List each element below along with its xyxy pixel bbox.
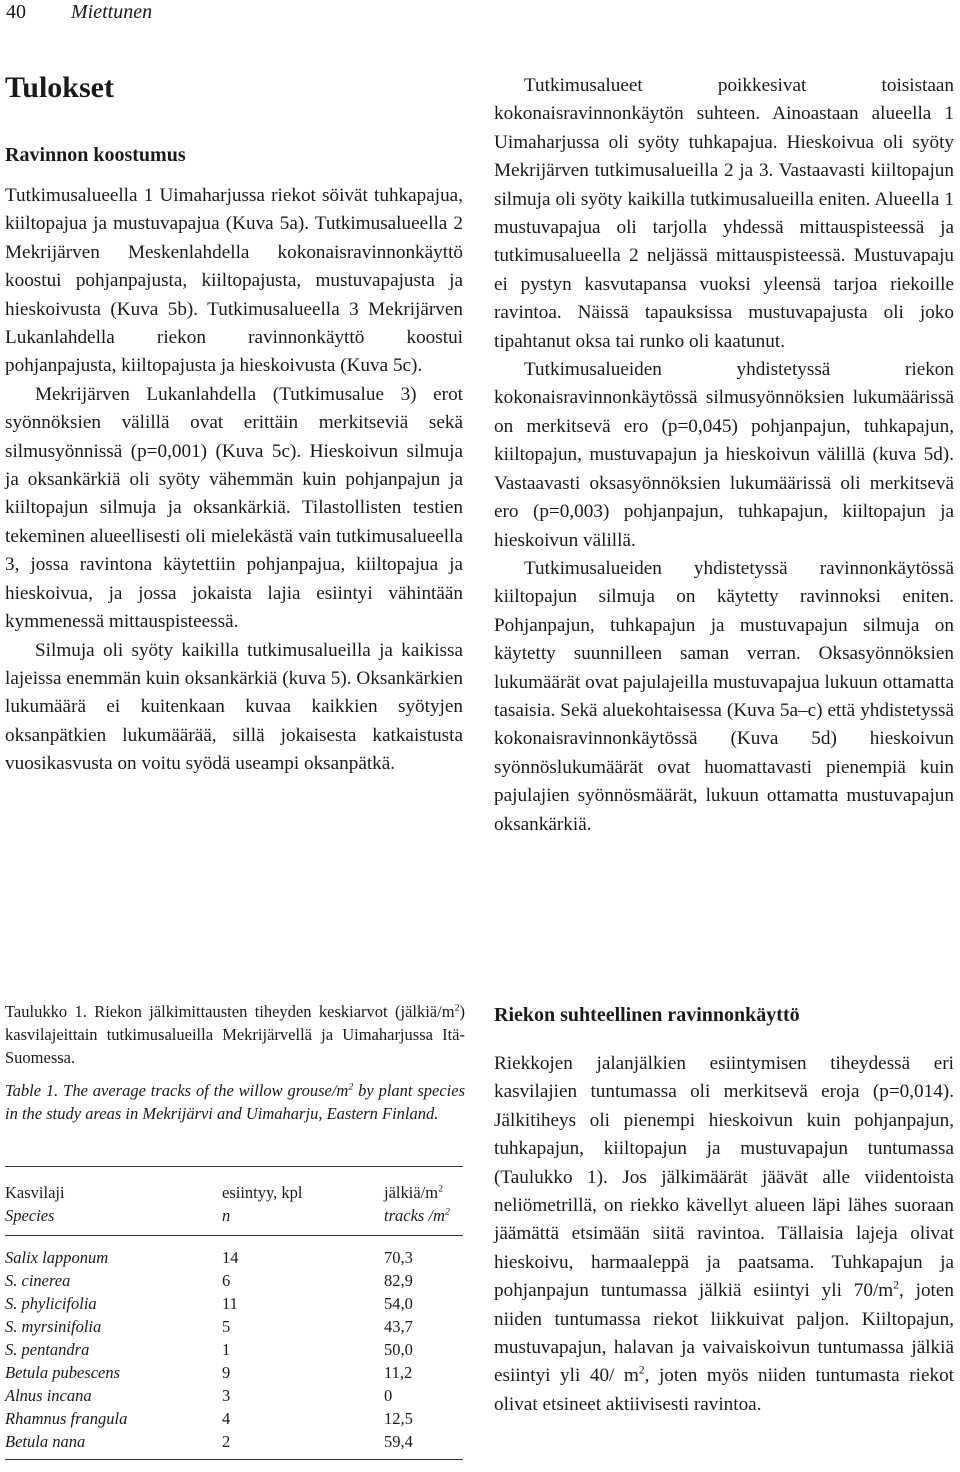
subheading-diet-composition: Ravinnon koostumus — [5, 144, 186, 166]
section-title: Tulokset — [5, 71, 114, 104]
left-paragraph-1: Tutkimusalueella 1 Uimaharjussa riekot söivät tuhkapajua, kiiltopajua ja mustuvapajua (Kuva 5a). Tutkimusalueella 2 Mekrijärven Meskenlahdella kokonaisravinnonkäyttö koostui pohjanpajusta, kiiltopajusta, mustuvapajusta ja hieskoivusta (Kuva 5b). Tutkimusalueella 3 Mekrijärven Lukanlahdella riekon ravinnonkäyttö koostui pohjanpajusta, kiiltopajusta ja hieskoivusta (Kuva 5c). — [5, 185, 463, 377]
table-row: S. myrsinifolia 5 43,7 — [5, 1317, 413, 1336]
table-header — [5, 1167, 463, 1235]
right-column — [494, 72, 954, 839]
subheading-relative-diet: Riekon suhteellinen ravinnonkäyttö — [494, 1004, 800, 1026]
table-row: Rhamnus frangula 4 12,5 — [5, 1409, 413, 1428]
page-number: 40 — [6, 1, 26, 23]
caption-english: Table 1. The average tracks of the willow grouse/$m^2$ by plant species in the study areas in Mekrijärvi and Uimaharju, Eastern Finland. — [5, 1081, 465, 1123]
relative-diet-paragraph: Riekkojen jalanjälkien esiintymisen tiheydessä eri kasvilajien tuntumassa oli merkitsevä eroja (p=0,014). Jälkitiheys oli pienempi hieskoivun kuin pohjanpajun, tuhkapajun, kiiltopajun ja mustuvapajun tuntumassa (Taulukko 1). Jos jälkimäärät jäävät alle viidentoista neliömetrillä, on riekko kävellyt alueen läpi lähes suoraan jäämättä etsimään siitä ravintoa. Tällaisia lajeja olivat hieskoivu, harmaaleppä ja paatsama. Tuhkapajun ja pohjanpajun tuntumassa jälkiä esiintyi yli $70/m^2$, joten niiden tuntumassa riekot liikkuivat paljon. Kiiltopajun, mustuvapajun, halavan ja vaivaiskoivun tuntumassa jälkiä esiintyi yli 40/ $m^2$, joten myös niiden tuntumasta riekot olivat etsineet aktiivisesti ravintoa. — [494, 1053, 954, 1415]
tracks-table — [5, 1166, 463, 1460]
table-row: Salix lapponum 14 70,3 — [5, 1248, 413, 1267]
left-column — [5, 68, 463, 779]
page-header — [6, 0, 152, 24]
left-paragraph-3: Silmuja oli syöty kaikilla tutkimusalueilla ja kaikissa lajeissa enemmän kuin oksankärkiä (kuva 5). Oksankärkien lukumäärä ei kuitenkaan kuvaa kaikkien syötyjen oksanpätkien lukumäärää, sillä jokaisesta katkaistusta vuosikasvusta on voitu syödä useampi oksanpätkä. — [5, 639, 463, 775]
header-row-finnish: Kasvilaji esiintyy, kpl jälkiä/$m^2$ — [5, 1183, 444, 1202]
table-row: S. phylicifolia 11 54,0 — [5, 1294, 413, 1313]
table-row: Betula pubescens 9 11,2 — [5, 1363, 413, 1382]
right-paragraph-1: Tutkimusalueet poikkesivat toisistaan kokonaisravinnonkäytön suhteen. Ainoastaan alueella 1 Uimaharjussa oli syöty tuhkapajua. Hieskoivua oli syöty Mekrijärven tutkimusalueilla 2 ja 3. Vastaavasti kiiltopajun silmuja oli syöty kaikilla tutkimusalueilla eniten. Alueella 1 mustuvapajua oli tarjolla yhdessä mittauspisteessä ja tutkimusalueella 2 neljässä mittauspisteessä. Mustuvapaju ei pystyn kasvutapansa vuoksi yleensä tarjoa riekoille ravintoa. Näissä tapauksissa mustuvapajusta oli joko tipahtanut oksa tai runko oli kaatunut. — [494, 75, 954, 352]
table-row: Betula nana 2 59,4 — [5, 1432, 413, 1451]
table-row: S. cinerea 6 82,9 — [5, 1271, 413, 1290]
relative-diet-section — [494, 1002, 954, 1419]
table-bottom-rule — [5, 1459, 463, 1460]
right-paragraph-2: Tutkimusalueiden yhdistetyssä riekon kokonaisravinnonkäytössä silmusyönnöksien lukumäärissä on merkitsevä ero (p=0,045) pohjanpajun, tuhkapajun, kiiltopajun, mustuvapajun ja hieskoivun välillä (kuva 5d). Vastaavasti oksasyönnöksien lukumäärissä oli merkitsevä ero (p=0,003) pohjanpajun, tuhkapajun, kiiltopajun ja hieskoivun välillä. — [494, 359, 954, 551]
running-author: Miettunen — [71, 1, 153, 23]
table-caption — [5, 1000, 465, 1135]
table-body — [5, 1236, 463, 1459]
table-row: S. pentandra 1 50,0 — [5, 1340, 413, 1359]
left-paragraph-2: Mekrijärven Lukanlahdella (Tutkimusalue 3) erot syönnöksien välillä ovat erittäin merkitseviä sekä silmusyönnissä (p=0,001) (Kuva 5c). Hieskoivun silmuja ja oksankärkiä oli syöty vähemmän kuin pohjanpajun ja kiiltopajun silmuja ja oksankärkiä. Tilastollisten testien tekeminen alueellisesti oli mielekästä vain tutkimusalueella 3, jossa ravintona käytettiin pohjanpajua, kiiltopajua ja hieskoivua, ja jossa jokaista lajia esiintyi vähintään kymmenessä mittauspisteessä. — [5, 383, 463, 633]
right-paragraph-3: Tutkimusalueiden yhdistetyssä ravinnonkäytössä kiiltopajun silmuja on käytetty ravinnoksi eniten. Pohjanpajun, tuhkapajun ja mustuvapajun silmuja on käytetty suunnilleen saman verran. Oksasyönnöksien lukumäärät ovat pajulajeilla mustuvapajua lukuun ottamatta tasaisia. Sekä aluekohtaisessa (Kuva 5a–c) että yhdistetyssä kokonaisravinnonkäytössä (Kuva 5d) hieskoivun syönnöslukumäärät ovat huomattavasti pienempiä kuin pajulajien syönnösmäärät, lukuun ottamatta mustuvapajun oksankärkiä. — [494, 557, 954, 835]
caption-finnish: Taulukko 1. Riekon jälkimittausten tiheyden keskiarvot $(jälkiä/m^2)$ kasvilajeittain tutkimusalueilla Mekrijärvellä ja Uimaharjussa Itä-Suomessa. — [5, 1002, 465, 1067]
table-row: Alnus incana 3 0 — [5, 1386, 393, 1405]
header-row-english: Species n tracks $/m^2$ — [5, 1206, 450, 1225]
